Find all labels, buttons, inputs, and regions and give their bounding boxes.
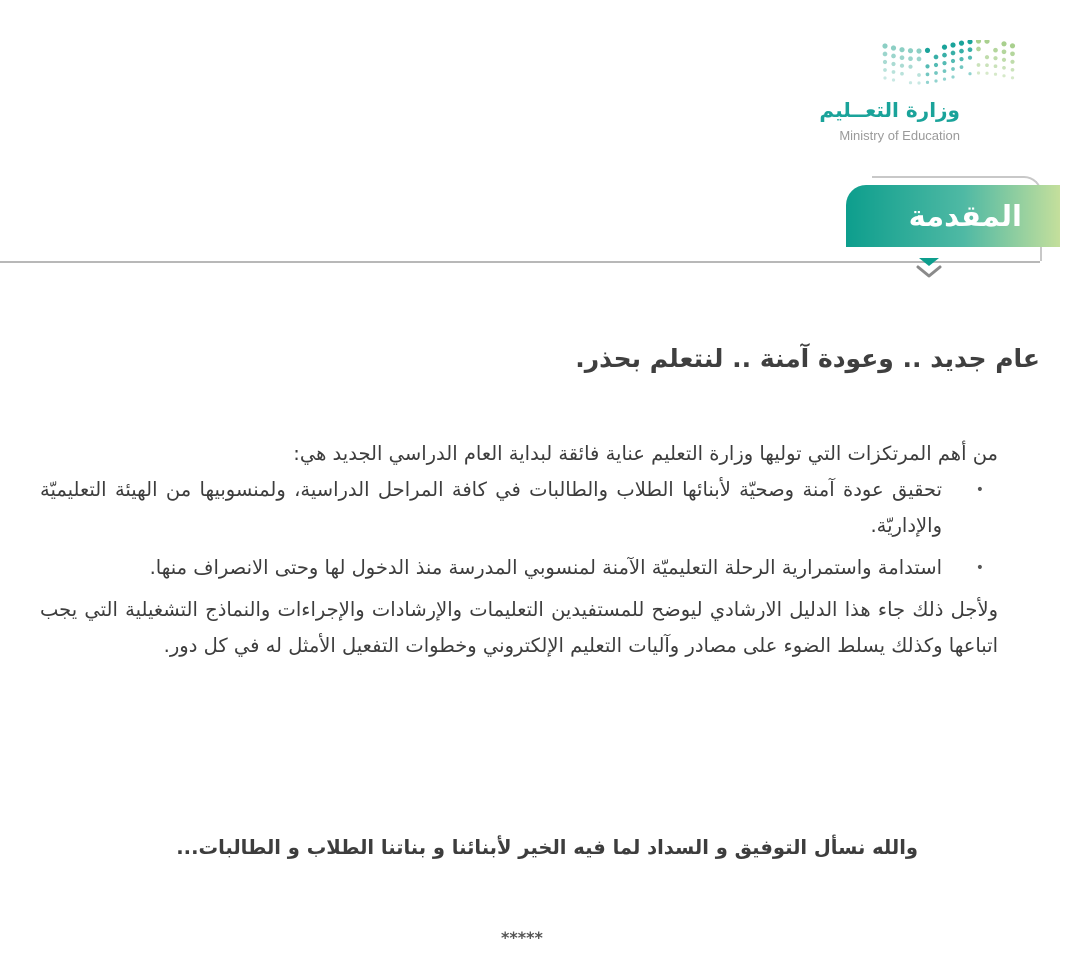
section-title: المقدمة — [908, 199, 1022, 233]
ministry-logo — [820, 40, 1020, 150]
logo-dot — [968, 72, 971, 75]
logo-dot — [1001, 41, 1006, 46]
logo-dot — [934, 79, 937, 82]
logo-dot — [977, 63, 981, 67]
ministry-name-english: Ministry of Education — [839, 128, 960, 143]
logo-dot — [934, 71, 938, 75]
logo-dot — [959, 49, 964, 54]
logo-dot — [968, 56, 972, 60]
logo-dot — [1002, 58, 1006, 62]
logo-dot — [968, 47, 973, 52]
logo-dot — [967, 40, 972, 44]
logo-dot — [1002, 49, 1007, 54]
logo-dot — [942, 61, 946, 65]
logo-dot — [892, 78, 895, 81]
logo-dot — [882, 43, 887, 48]
logo-dot — [959, 41, 964, 46]
logo-dot — [1011, 68, 1015, 72]
logo-dot — [993, 48, 998, 53]
logo-dot — [950, 42, 955, 47]
intro-paragraph: من أهم المرتكزات التي توليها وزارة التعليم عناية فائقة لبداية العام الدراسي الجديد هي: — [293, 442, 998, 465]
logo-dot — [994, 64, 998, 68]
logo-dot — [900, 55, 905, 60]
logo-dot — [985, 55, 989, 59]
logo-dot — [976, 47, 981, 52]
chevron-down-icon — [913, 254, 945, 286]
logo-dot — [926, 73, 930, 77]
logo-dot — [976, 40, 981, 44]
logo-dot — [959, 57, 963, 61]
logo-dot — [908, 65, 912, 69]
logo-dot — [917, 81, 920, 84]
logo-dot — [993, 56, 997, 60]
logo-dot — [891, 62, 895, 66]
body-paragraph: ولأجل ذلك جاء هذا الدليل الارشادي ليوضح للمستفيدين التعليمات والإرشادات والإجراءات والنماذج التشغيلية التي يجب اتباعها وكذلك يسلط الضوء على مصادر وآليات التعليم الإلكتروني وخطوات التفعيل الأمثل له في كل دور. — [40, 598, 998, 657]
logo-dot — [900, 64, 904, 68]
logo-dot — [942, 45, 947, 50]
ministry-name-arabic: وزارة التعــليم — [819, 98, 960, 122]
list-item — [40, 472, 998, 544]
logo-dot — [908, 48, 913, 53]
logo-dot — [985, 72, 988, 75]
logo-dot — [951, 51, 956, 56]
logo-dot — [883, 68, 887, 72]
list-item-text: تحقيق عودة آمنة وصحيّة لأبنائها الطلاب والطالبات في كافة المراحل الدراسية، ولمنسوبيها من الهيئة التعليميّة والإداريّة. — [40, 478, 942, 537]
logo-dot — [1010, 51, 1015, 56]
logo-dot — [1011, 76, 1014, 79]
closing-statement: والله نسأل التوفيق و السداد لما فيه الخير لأبنائنا و بناتنا الطلاب و الطالبات... — [176, 836, 918, 859]
logo-dot — [934, 55, 939, 60]
logo-dot — [925, 48, 930, 53]
logo-dot — [1010, 43, 1015, 48]
logo-dot — [917, 57, 922, 62]
logo-dot — [942, 53, 947, 58]
logo-dot — [883, 76, 886, 79]
logo-dot — [951, 59, 955, 63]
logo-dot — [891, 45, 896, 50]
logo-dot — [883, 52, 888, 57]
logo-dot — [943, 69, 947, 73]
logo-dot — [899, 47, 904, 52]
logo-dot — [977, 71, 980, 74]
separator-stars: ***** — [501, 928, 543, 947]
logo-dot — [943, 78, 946, 81]
logo-dot — [926, 81, 929, 84]
logo-dot — [934, 63, 938, 67]
section-title-tab — [846, 185, 1060, 247]
page-headline: عام جديد .. وعودة آمنة .. لنتعلم بحذر. — [575, 344, 1040, 373]
logo-dot — [891, 54, 896, 59]
header-divider — [0, 261, 1040, 263]
logo-dot — [951, 67, 955, 71]
bullet-list — [40, 472, 998, 586]
logo-dot — [917, 73, 921, 77]
logo-dot — [916, 48, 921, 53]
logo-dot — [908, 56, 913, 61]
logo-dot — [1002, 66, 1006, 70]
logo-dot — [951, 75, 954, 78]
logo-dot — [925, 64, 929, 68]
logo-dot — [909, 81, 912, 84]
document-body — [40, 436, 998, 664]
bullet-icon: • — [975, 482, 984, 498]
logo-dot — [883, 60, 887, 64]
ministry-dots-logo-icon — [880, 40, 1020, 90]
logo-dot — [900, 72, 904, 76]
logo-dot — [1010, 60, 1014, 64]
logo-dot — [994, 73, 997, 76]
list-item — [40, 550, 998, 586]
logo-dot — [960, 65, 964, 69]
logo-dot — [985, 63, 989, 67]
logo-dot — [892, 70, 896, 74]
logo-dot — [984, 40, 989, 44]
logo-dot — [1002, 74, 1005, 77]
bullet-icon: • — [975, 560, 984, 576]
list-item-text: استدامة واستمرارية الرحلة التعليميّة الآمنة لمنسوبي المدرسة منذ الدخول لها وحتى الانصراف منها. — [149, 556, 942, 579]
